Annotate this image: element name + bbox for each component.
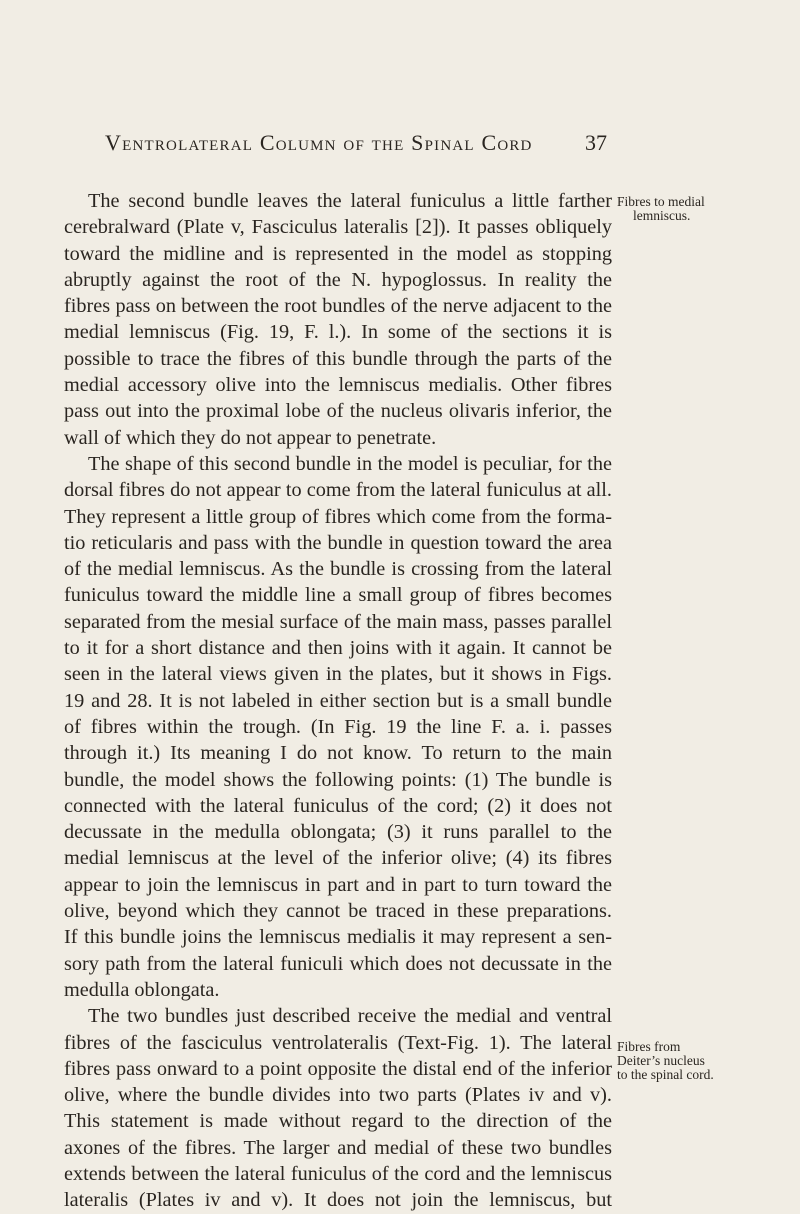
text-line: olive, where the bundle divides into two parts (Plates iv and v). <box>64 1084 612 1107</box>
margin-note-line: to the spinal cord. <box>617 1067 714 1082</box>
text-line: cerebralward (Plate v, Fasciculus lateralis [2]). It passes obliquely <box>64 216 612 239</box>
text-line: appear to join the lemniscus in part and in part to turn toward the <box>64 873 612 896</box>
text-line: lateralis (Plates iv and v). It does not join the lemniscus, but <box>64 1189 612 1212</box>
text-line: medial lemniscus at the level of the inferior olive; (4) its fibres <box>64 847 612 870</box>
text-line: to it for a short distance and then joins with it again. It cannot be <box>64 637 612 660</box>
text-line: bundle, the model shows the following points: (1) The bundle is <box>64 768 612 791</box>
margin-note-medial-lemniscus <box>617 195 797 223</box>
margin-note-line: lemniscus. <box>633 208 691 223</box>
body-text <box>64 188 612 1214</box>
text-line: 19 and 28. It is not labeled in either section but is a small bundle <box>64 689 612 712</box>
text-line: The second bundle leaves the lateral funiculus a little farther <box>88 190 612 212</box>
text-line: They represent a little group of fibres which come from the forma- <box>64 505 612 528</box>
text-line: abruptly against the root of the N. hypoglossus. In reality the <box>64 268 612 291</box>
text-line: fibres of the fasciculus ventrolateralis (Text-Fig. 1). The lateral <box>64 1031 612 1054</box>
text-line: fibres pass onward to a point opposite the distal end of the inferior <box>64 1057 612 1080</box>
text-line: of the medial lemniscus. As the bundle is crossing from the lateral <box>64 558 612 581</box>
page-number: 37 <box>585 130 607 155</box>
margin-note-deiters-nucleus <box>617 1040 797 1082</box>
text-line: medial lemniscus (Fig. 19, F. l.). In some of the sections it is <box>64 321 612 344</box>
running-title: Ventrolateral Column of the Spinal Cord <box>105 130 533 155</box>
text-line: medial accessory olive into the lemniscus medialis. Other fibres <box>64 374 612 397</box>
text-line: of fibres within the trough. (In Fig. 19 the line F. a. i. passes <box>64 715 612 738</box>
text-line: extends between the lateral funiculus of the cord and the lemniscus <box>64 1162 612 1185</box>
margin-note-line: Fibres from <box>617 1039 681 1054</box>
text-line: sory path from the lateral funiculi which does not decussate in the <box>64 952 612 975</box>
page-header <box>105 130 607 156</box>
margin-note-line: Fibres to medial <box>617 194 705 209</box>
text-line: fibres pass on between the root bundles of the nerve adjacent to the <box>64 295 612 318</box>
margin-note-line: Deiter’s nucleus <box>617 1053 705 1068</box>
text-line: wall of which they do not appear to penetrate. <box>64 426 437 449</box>
text-line: tio reticularis and pass with the bundle in question toward the area <box>64 531 612 554</box>
text-line: If this bundle joins the lemniscus medialis it may represent a sen- <box>64 926 612 949</box>
text-line: The shape of this second bundle in the model is peculiar, for the <box>88 452 612 475</box>
text-line: medulla oblongata. <box>64 978 220 1001</box>
text-line: axones of the fibres. The larger and medial of these two bundles <box>64 1136 612 1159</box>
text-line: The two bundles just described receive the medial and ventral <box>88 1005 612 1028</box>
text-line: This statement is made without regard to the direction of the <box>64 1110 612 1133</box>
text-line: toward the midline and is represented in the model as stopping <box>64 242 612 265</box>
text-line: seen in the lateral views given in the plates, but it shows in Figs. <box>64 663 612 686</box>
text-line: dorsal fibres do not appear to come from the lateral funiculus at all. <box>64 479 612 502</box>
text-line: funiculus toward the middle line a small group of fibres becomes <box>64 584 612 607</box>
text-line: pass out into the proximal lobe of the nucleus olivaris inferior, the <box>64 400 612 423</box>
text-line: connected with the lateral funiculus of the cord; (2) it does not <box>64 794 612 817</box>
text-line: separated from the mesial surface of the main mass, passes parallel <box>64 610 612 633</box>
text-line: decussate in the medulla oblongata; (3) it runs parallel to the <box>64 821 612 844</box>
text-line: olive, beyond which they cannot be traced in these preparations. <box>64 900 612 923</box>
text-line: possible to trace the fibres of this bundle through the parts of the <box>64 347 612 370</box>
text-line: through it.) Its meaning I do not know. To return to the main <box>64 742 612 765</box>
